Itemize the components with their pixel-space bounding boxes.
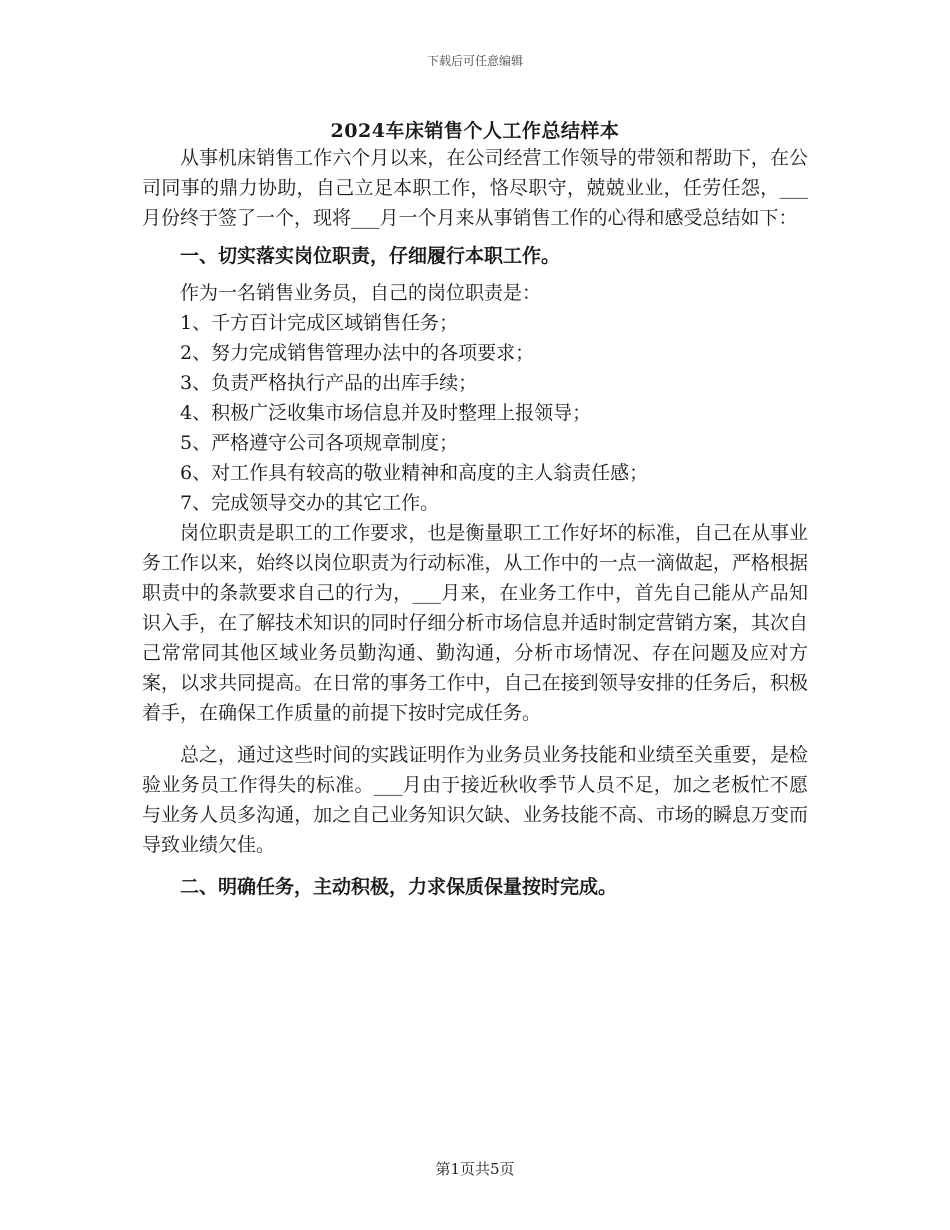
duty-item-7: 7、完成领导交办的其它工作。 — [180, 492, 440, 514]
duty-item-1: 1、千方百计完成区域销售任务； — [180, 312, 459, 334]
section-1-heading: 一、切实落实岗位职责，仔细履行本职工作。 — [180, 245, 561, 267]
section-2-heading: 二、明确任务，主动积极，力求保质保量按时完成。 — [180, 876, 618, 898]
duty-item-3: 3、负责严格执行产品的出库手续； — [180, 372, 478, 394]
duties-intro: 作为一名销售业务员，自己的岗位职责是： — [180, 282, 542, 304]
document-title: 2024车床销售个人工作总结样本 — [330, 120, 620, 142]
duty-item-2: 2、努力完成销售管理办法中的各项要求； — [180, 342, 535, 364]
duty-item-4: 4、积极广泛收集市场信息并及时整理上报领导； — [180, 402, 592, 424]
duty-item-6: 6、对工作具有较高的敬业精神和高度的主人翁责任感； — [180, 462, 649, 484]
header-note: 下载后可任意编辑 — [426, 54, 523, 68]
duty-paragraph: 岗位职责是职工的工作要求，也是衡量职工工作好坏的标准，自己在从事业务工作以来，始终以岗位职责为行动标准，从工作中的一点一滴做起，严格根据职责中的条款要求自己的行为，___月来，在业务工作中，首先自己能从产品知识入手，在了解技术知识的同时仔细分析市场信息并适时制定营销方案，其次自己常常同其他区域业务员勤沟通、勤沟通，分析市场情况、存在问题及应对方案，以求共同提高。在日常的事务工作中，自己在接到领导安排的任务后，积极着手，在确保工作质量的前提下按时完成任务。 — [142, 522, 808, 724]
summary-paragraph: 总之，通过这些时间的实践证明作为业务员业务技能和业绩至关重要，是检验业务员工作得失的标准。___月由于接近秋收季节人员不足，加之老板忙不愿与业务人员多沟通，加之自己业务知识欠缺、业务技能不高、市场的瞬息万变而导致业绩欠佳。 — [142, 744, 808, 856]
intro-paragraph: 从事机床销售工作六个月以来，在公司经营工作领导的带领和帮助下，在公司同事的鼎力协助，自己立足本职工作，恪尽职守，兢兢业业，任劳任怨，___月份终于签了一个，现将___月一个月来从事销售工作的心得和感受总结如下： — [142, 147, 808, 229]
document-body — [142, 143, 808, 902]
page-number: 第1页共5页 — [435, 1160, 515, 1178]
duty-item-5: 5、严格遵守公司各项规章制度； — [180, 432, 459, 454]
